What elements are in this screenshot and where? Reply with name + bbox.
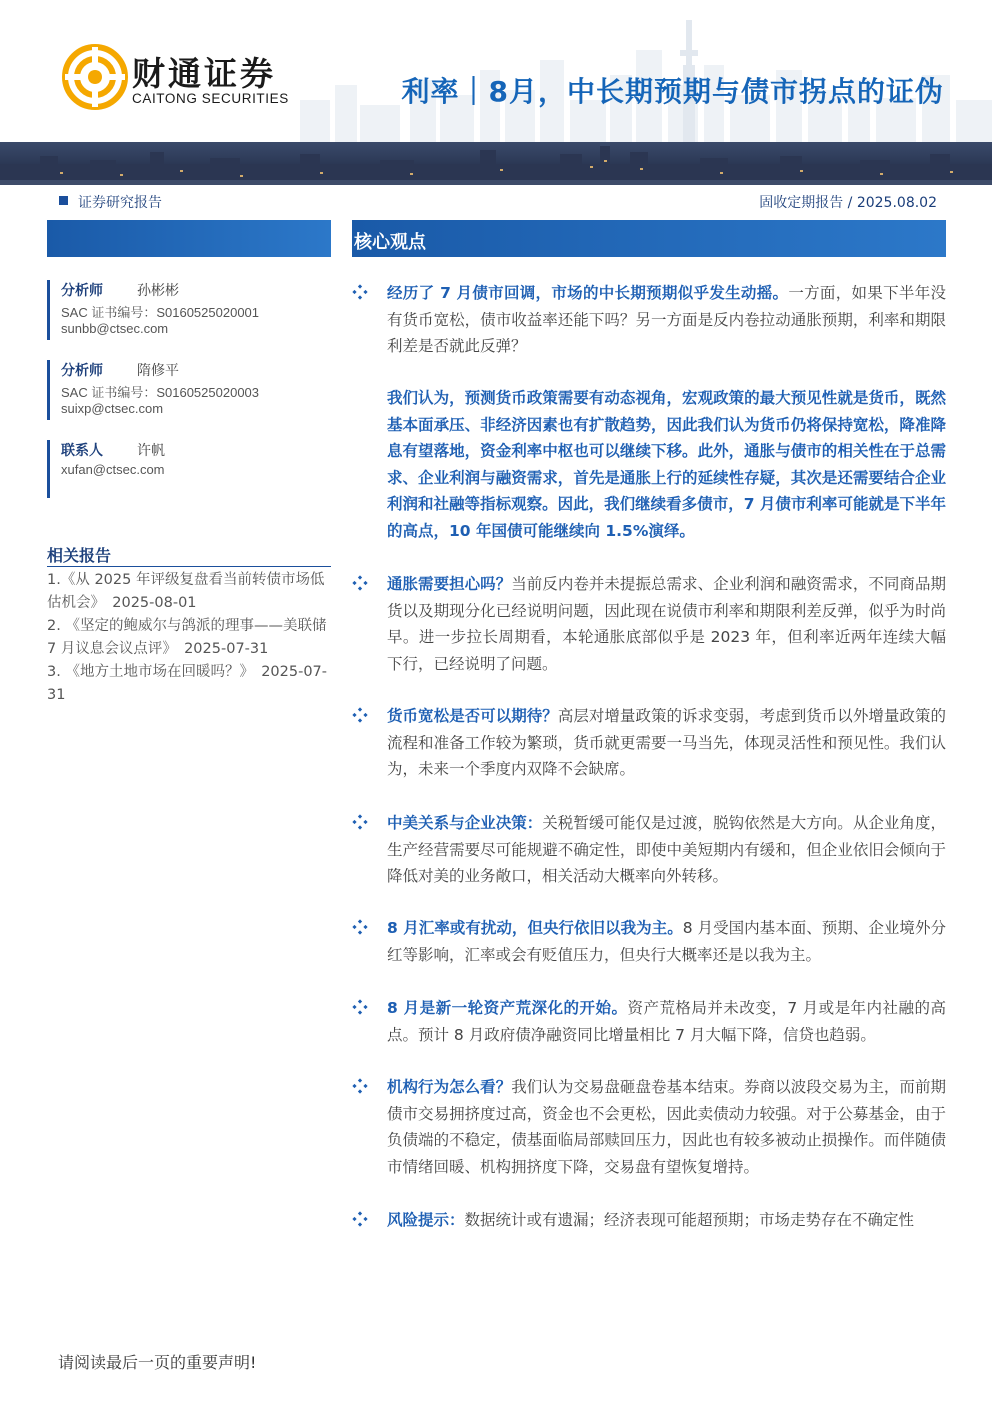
divider xyxy=(47,566,331,567)
contact-email[interactable]: xufan@ctsec.com xyxy=(61,462,165,477)
analyst-cert: SAC 证书编号：S0160525020001 xyxy=(61,305,260,320)
card-accent xyxy=(47,280,50,340)
square-bullet-icon xyxy=(59,196,68,205)
city-night-band xyxy=(0,142,992,185)
core-point xyxy=(352,703,946,783)
report-category: 证券研究报告 xyxy=(78,195,162,211)
report-title: 利率｜8月，中长期预期与债市拐点的证伪 xyxy=(401,75,944,108)
left-header-bar xyxy=(47,220,331,257)
core-point xyxy=(352,995,946,1048)
analyst-name: 孙彬彬 xyxy=(137,283,179,299)
point-body: 当前反内卷并未提振总需求、企业利润和融资需求，不同商品期货以及期现分化已经说明问题，因此现在说债市利率和期限利差反弹，似乎为时尚早。进一步拉长周期看，本轮通胀底部似乎是 2023 年，但利率近两年连续大幅下行，已经说明了问题。 xyxy=(387,575,946,673)
point-body: 一方面，如果下半年没有货币宽松，债市收益率还能下吗？另一方面是反内卷拉动通胀预期，利率和期限利差是否就此反弹？ xyxy=(387,284,946,355)
card-accent xyxy=(47,360,50,420)
point-lead: 货币宽松是否可以期待？ xyxy=(387,707,558,725)
report-type-date: 固收定期报告 / 2025.08.02 xyxy=(759,195,937,211)
related-reports-list xyxy=(47,569,331,707)
diamond-bullet-icon xyxy=(352,1211,368,1227)
related-report-link[interactable]: 3. 《地方土地市场在回暖吗？》 2025-07-31 xyxy=(47,664,328,703)
point-lead: 机构行为怎么看？ xyxy=(387,1078,512,1096)
diamond-bullet-icon xyxy=(352,814,368,830)
point-body: 8 月受国内基本面、预期、企业境外分红等影响，汇率或会有贬值压力，但央行大概率还是以我为主。 xyxy=(387,919,946,964)
point-body: 数据统计或有遗漏；经济表现可能超预期；市场走势存在不确定性 xyxy=(464,1211,915,1229)
core-section-title: 核心观点 xyxy=(354,232,426,253)
related-reports-title: 相关报告 xyxy=(47,546,112,565)
point-body: 高层对增量政策的诉求变弱，考虑到货币以外增量政策的流程和准备工作较为繁琐，货币就更需要一马当先，体现灵活性和预见性。我们认为，未来一个季度内双降不会缺席。 xyxy=(387,707,946,778)
card-accent xyxy=(47,440,50,498)
diamond-bullet-icon xyxy=(352,284,368,300)
analyst-role: 分析师 xyxy=(61,283,103,299)
related-report-link[interactable]: 2. 《坚定的鲍威尔与鸽派的理事——美联储 7 月议息会议点评》 2025-07-31 xyxy=(47,618,327,657)
core-point xyxy=(352,280,946,360)
point-body: 关税暂缓可能仅是过渡，脱钩依然是大方向。从企业角度，生产经营需要尽可能规避不确定性，即使中美短期内有缓和，但企业依旧会倾向于降低对美的业务敞口，相关活动大概率向外转移。 xyxy=(387,814,946,885)
logo-text-en: CAITONG SECURITIES xyxy=(132,91,289,106)
contact-card xyxy=(47,440,331,498)
point-body: 我们认为交易盘砸盘卷基本结束。券商以波段交易为主，而前期债市交易拥挤度过高，资金也不会更松，因此卖债动力较强。对于公募基金，由于负债端的不稳定，债基面临局部赎回压力，因此也有较多被动止损操作。而伴随债市情绪回暖、机构拥挤度下降，交易盘有望恢复增持。 xyxy=(387,1078,946,1176)
analyst-cert: SAC 证书编号：S0160525020003 xyxy=(61,385,260,400)
analyst-card xyxy=(47,360,331,420)
core-header-bar xyxy=(352,220,946,257)
diamond-bullet-icon xyxy=(352,919,368,935)
core-point xyxy=(352,571,946,677)
risk-point xyxy=(352,1207,946,1234)
point-lead: 风险提示： xyxy=(387,1211,465,1229)
report-header xyxy=(0,0,992,185)
analyst-role: 分析师 xyxy=(61,363,103,379)
analyst-email[interactable]: sunbb@ctsec.com xyxy=(61,321,169,336)
diamond-bullet-icon xyxy=(352,999,368,1015)
disclaimer-note: 请阅读最后一页的重要声明! xyxy=(58,1353,257,1372)
contact-role: 联系人 xyxy=(61,443,103,459)
diamond-bullet-icon xyxy=(352,1078,368,1094)
core-point xyxy=(352,915,946,968)
company-logo xyxy=(62,44,302,114)
contact-name: 许帆 xyxy=(137,443,165,459)
logo-emblem-icon xyxy=(62,44,128,110)
logo-text-cn: 财通证券 xyxy=(132,54,276,93)
analyst-card xyxy=(47,280,331,340)
point-lead: 中美关系与企业决策： xyxy=(387,814,543,832)
point-body: 资产荒格局并未改变，7 月或是年内社融的高点。预计 8 月政府债净融资同比增量相比 7 月大幅下降，信贷也趋弱。 xyxy=(387,999,946,1044)
analyst-name: 隋修平 xyxy=(137,363,179,379)
point-lead: 经历了 7 月债市回调，市场的中长期预期似乎发生动摇。 xyxy=(387,284,789,302)
core-point xyxy=(352,810,946,890)
subheader xyxy=(0,192,992,212)
point-lead: 通胀需要担心吗？ xyxy=(387,575,512,593)
diamond-bullet-icon xyxy=(352,707,368,723)
analyst-email[interactable]: suixp@ctsec.com xyxy=(61,401,164,416)
core-point-emphasis xyxy=(352,385,946,544)
point-lead: 我们认为，预测货币政策需要有动态视角，宏观政策的最大预见性就是货币，既然基本面承压、非经济因素也有扩散趋势，因此我们认为货币仍将保持宽松，降准降息有望落地，资金利率中枢也可以继续下移。此外，通胀与债市的相关性在于总需求、企业利润与融资需求，首先是通胀上行的延续性存疑，其次是还需要结合企业利润和社融等指标观察。因此，我们继续看多债市，7 月债市利率可能就是下半年的高点，10 年国债可能继续向 1.5%演绎。 xyxy=(387,389,946,540)
diamond-bullet-icon xyxy=(352,575,368,591)
point-lead: 8 月汇率或有扰动，但央行依旧以我为主。 xyxy=(387,919,683,937)
point-lead: 8 月是新一轮资产荒深化的开始。 xyxy=(387,999,628,1017)
related-report-link[interactable]: 1.《从 2025 年评级复盘看当前转债市场低估机会》 2025-08-01 xyxy=(47,572,325,611)
core-point xyxy=(352,1074,946,1180)
